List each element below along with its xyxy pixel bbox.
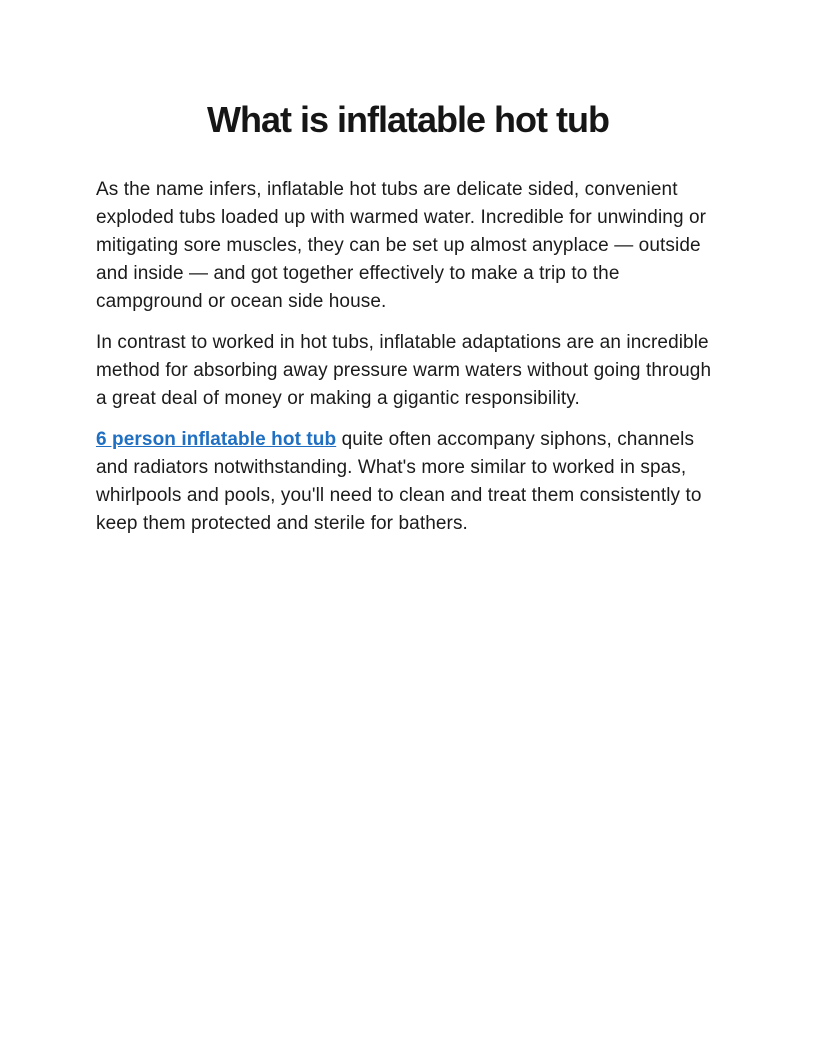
document-title: What is inflatable hot tub: [207, 99, 609, 140]
paragraph-intro: As the name infers, inflatable hot tubs are delicate sided, convenient exploded tubs loaded up with warmed water. Incredible for unwinding or mitigating sore muscles, they can be set up almost anyplace — outside and inside — and got together effectively to make a trip to the campground or ocean side house.: [96, 179, 707, 313]
paragraph-comparison: In contrast to worked in hot tubs, inflatable adaptations are an incredible method for absorbing away pressure warm waters without going through a great deal of money or making a gigantic responsibility.: [96, 332, 712, 410]
paragraph-link: [96, 426, 720, 538]
paragraph-link-rest: quite often accompany siphons, channels and radiators notwithstanding. What's more similar to worked in spas, whirlpools and pools, you'll need to clean and treat them consistently to keep them protected and sterile for bathers.: [96, 429, 702, 535]
six-person-inflatable-hot-tub-link[interactable]: 6 person inflatable hot tub: [96, 429, 337, 451]
